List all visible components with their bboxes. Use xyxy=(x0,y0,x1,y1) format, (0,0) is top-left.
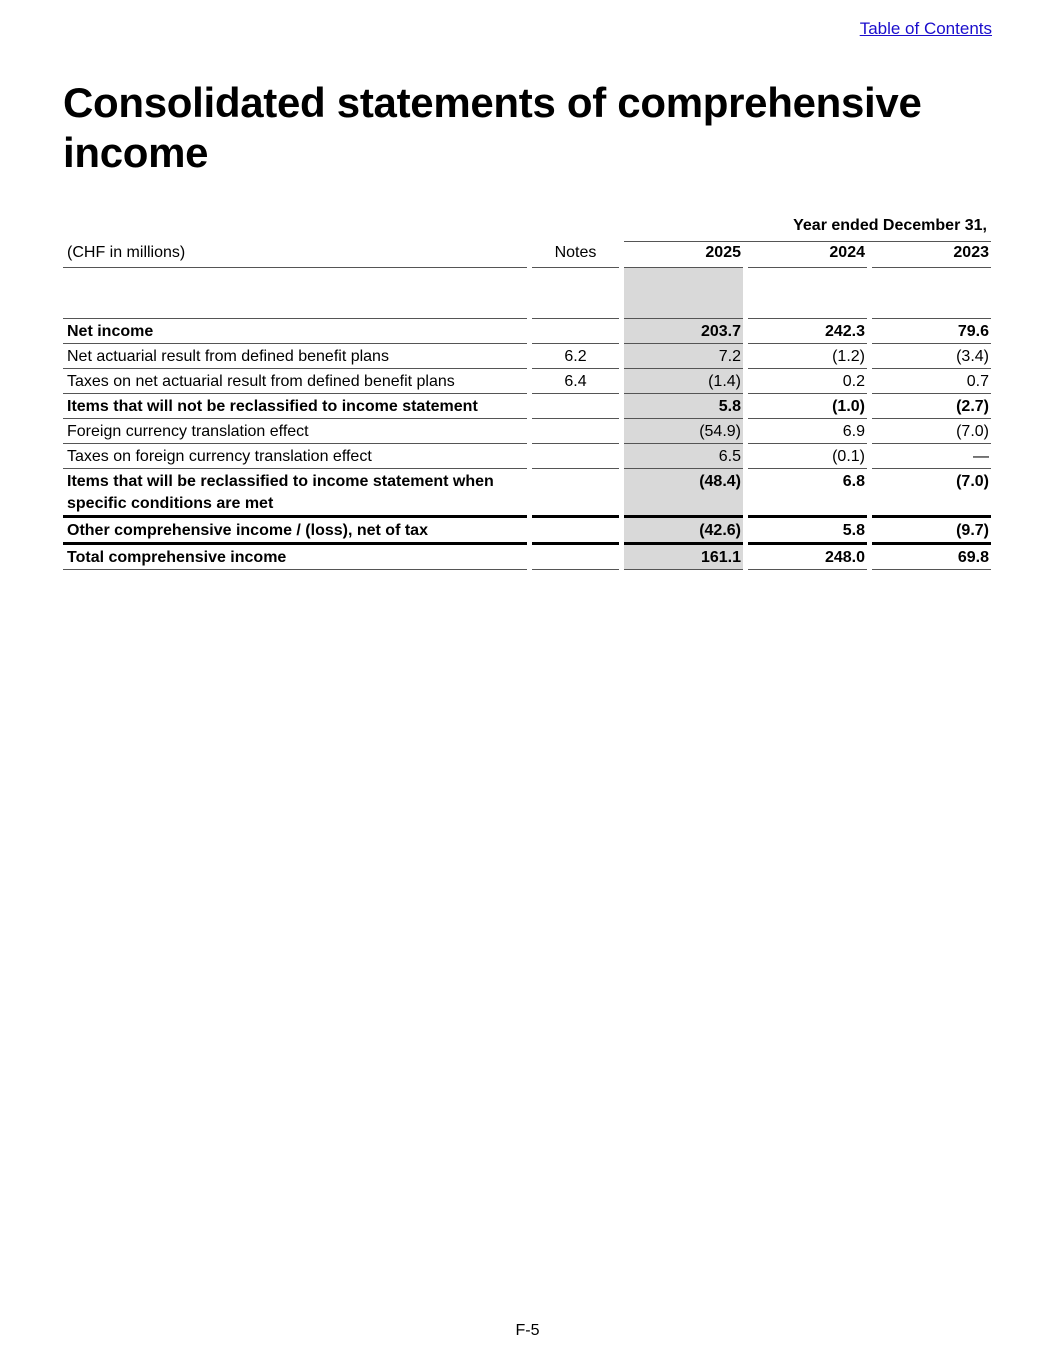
page-title: Consolidated statements of comprehensive income xyxy=(63,79,922,176)
row-value-2025: (48.4) xyxy=(624,468,743,515)
year-header: 2023 xyxy=(872,242,991,268)
spacer-row xyxy=(63,268,991,318)
row-notes xyxy=(532,418,619,443)
year-header: 2025 xyxy=(624,242,743,268)
row-label: Foreign currency translation effect xyxy=(63,418,527,443)
table-row xyxy=(63,343,991,368)
row-value-2024: 242.3 xyxy=(748,318,867,343)
table-row xyxy=(63,418,991,443)
row-value-2023: (3.4) xyxy=(872,343,991,368)
row-notes: 6.4 xyxy=(532,368,619,393)
row-label: Taxes on net actuarial result from defined benefit plans xyxy=(63,368,527,393)
row-value-2023: 79.6 xyxy=(872,318,991,343)
row-value-2024: 248.0 xyxy=(748,542,867,570)
row-value-2023: (7.0) xyxy=(872,468,991,515)
table-row xyxy=(63,515,991,542)
row-value-2024: 6.8 xyxy=(748,468,867,515)
row-notes xyxy=(532,542,619,570)
comprehensive-income-table xyxy=(58,214,996,570)
row-value-2025: (1.4) xyxy=(624,368,743,393)
period-header-row xyxy=(63,214,991,242)
row-notes xyxy=(532,468,619,515)
row-value-2025: 7.2 xyxy=(624,343,743,368)
row-value-2024: (1.0) xyxy=(748,393,867,418)
row-value-2023: (9.7) xyxy=(872,515,991,542)
row-value-2023: (7.0) xyxy=(872,418,991,443)
row-label: Items that will be reclassified to income statement when specific conditions are met xyxy=(63,468,527,515)
row-value-2024: (1.2) xyxy=(748,343,867,368)
row-label: Taxes on foreign currency translation effect xyxy=(63,443,527,468)
row-value-2025: 203.7 xyxy=(624,318,743,343)
row-notes: 6.2 xyxy=(532,343,619,368)
row-label: Other comprehensive income / (loss), net of tax xyxy=(63,515,527,542)
row-notes xyxy=(532,393,619,418)
row-value-2024: 6.9 xyxy=(748,418,867,443)
row-label: Items that will not be reclassified to income statement xyxy=(63,393,527,418)
row-notes xyxy=(532,443,619,468)
row-notes xyxy=(532,515,619,542)
unit-label: (CHF in millions) xyxy=(63,242,527,268)
row-label: Net income xyxy=(63,318,527,343)
table-row xyxy=(63,443,991,468)
row-label: Total comprehensive income xyxy=(63,542,527,570)
table-row xyxy=(63,318,991,343)
year-header: 2024 xyxy=(748,242,867,268)
column-header-row xyxy=(63,242,991,268)
page-number: F-5 xyxy=(515,1322,540,1339)
notes-header: Notes xyxy=(532,242,619,268)
row-value-2025: 6.5 xyxy=(624,443,743,468)
row-value-2024: 0.2 xyxy=(748,368,867,393)
row-value-2024: 5.8 xyxy=(748,515,867,542)
row-value-2025: (42.6) xyxy=(624,515,743,542)
row-value-2025: 161.1 xyxy=(624,542,743,570)
row-label: Net actuarial result from defined benefit plans xyxy=(63,343,527,368)
table-row xyxy=(63,542,991,570)
row-value-2023: — xyxy=(872,443,991,468)
table-of-contents-link[interactable]: Table of Contents xyxy=(859,19,992,38)
period-header: Year ended December 31, xyxy=(624,214,991,242)
row-value-2023: 0.7 xyxy=(872,368,991,393)
row-value-2025: (54.9) xyxy=(624,418,743,443)
row-value-2025: 5.8 xyxy=(624,393,743,418)
table-row xyxy=(63,368,991,393)
row-value-2023: 69.8 xyxy=(872,542,991,570)
table-row xyxy=(63,393,991,418)
table-row xyxy=(63,468,991,515)
row-value-2023: (2.7) xyxy=(872,393,991,418)
row-notes xyxy=(532,318,619,343)
row-value-2024: (0.1) xyxy=(748,443,867,468)
